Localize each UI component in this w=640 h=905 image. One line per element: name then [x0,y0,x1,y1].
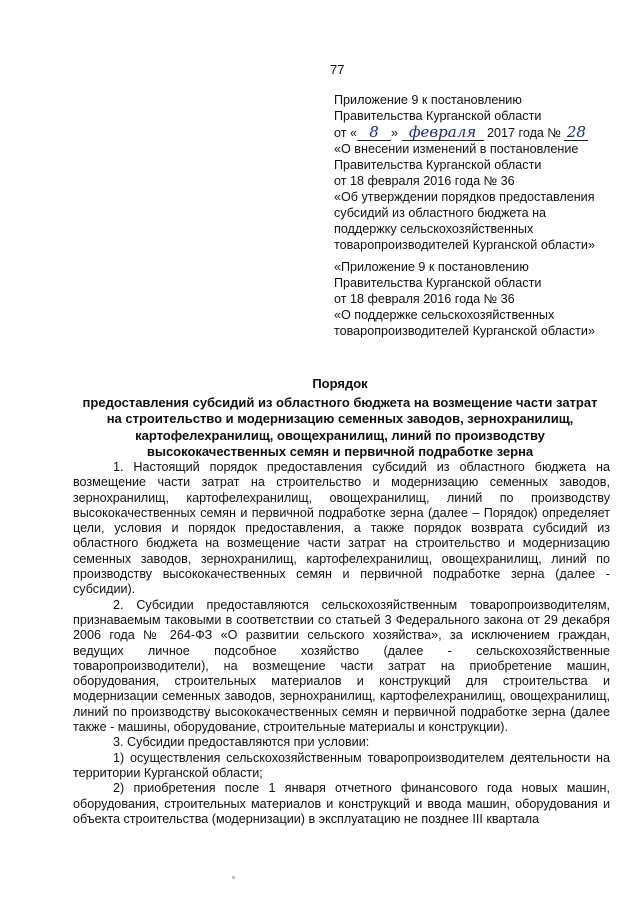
approval-line: товаропроизводителей Курганской области» [334,238,595,252]
approval-line: Правительства Курганской области [334,158,542,172]
approval-date-line [334,124,634,141]
paragraph: 2. Субсидии предоставляются сельскохозяйственным товаропроизводителям, признаваемым таковыми в соответствии со статьей 3 Федерального закона от 29 декабря 2006 года № 264-ФЗ «О развитии сельского хозяйства», за исключением граждан, ведущих личное подсобное хозяйство (далее - сельскохозяйственные товаропроизводители), на возмещение части затрат на приобретение машин, оборудования, строительных материалов и конструкций для строительства и модернизации семенных заводов, зернохранилищ, картофелехранилищ, овощехранилищ, линий по производству высококачественных семян и первичной подработке зерна (далее также - машины, оборудование, строительные материалы и конструкции). [73,597,610,735]
approval-line: товаропроизводителей Курганской области» [334,324,595,338]
date-suffix: 2017 года № [487,126,561,140]
approval-line: «О внесении изменений в постановление [334,142,579,156]
approval-line: поддержку сельскохозяйственных [334,222,534,236]
approval-line: «О поддержке сельскохозяйственных [334,308,555,322]
approval-block-amendment [334,92,634,253]
approval-line: «Приложение 9 к постановлению [334,260,529,274]
paragraph: 1. Настоящий порядок предоставления субсидий из областного бюджета на возмещение части затрат на строительство и модернизацию семенных заводов, зернохранилищ, картофелехранилищ, овощехранилищ, линий по производству высококачественных семян и первичной подработке зерна (далее – Порядок) определяет цели, условия и порядок предоставления, а также порядок возврата субсидий из областного бюджета на возмещение части затрат на строительство и модернизацию семенных заводов, зернохранилищ, картофелехранилищ, овощехранилищ, линий по производству высококачественных семян и первичной подработке зерна (далее - субсидии). [73,460,610,597]
approval-block-original [334,259,634,339]
handwritten-day: 8 [357,124,391,141]
title-line: предоставления субсидий из областного бюджета на возмещение части затрат [82,394,598,410]
paragraph: 2) приобретения после 1 января отчетного финансового года новых машин, оборудования, строительных материалов и конструкций и ввода машин, оборудования и объекта строительства (модернизации) в эксплуатацию не позднее III квартала [73,781,610,826]
approval-line: Приложение 9 к постановлению [334,93,522,107]
title-line: картофелехранилищ, овощехранилищ, линий по производству [135,427,545,443]
approval-line: от 18 февраля 2016 года № 36 [334,292,515,306]
document-body [73,460,610,827]
page-number: 77 [330,62,345,77]
document-title [40,376,640,461]
date-mid: » [391,126,399,140]
handwritten-number: 28 [564,124,588,141]
approval-line: «Об утверждении порядков предоставления [334,190,595,204]
date-prefix: от « [334,126,357,140]
handwritten-month: февраля [402,124,484,141]
approval-line: от 18 февраля 2016 года № 36 [334,174,515,188]
approval-line: субсидий из областного бюджета на [334,206,547,220]
title-main: Порядок [312,376,368,391]
scan-speck [232,876,235,879]
approval-line: Правительства Курганской области [334,109,542,123]
paragraph: 1) осуществления сельскохозяйственным товаропроизводителем деятельности на территории Курганской области; [73,750,610,780]
title-line: высококачественных семян и первичной подработке зерна [146,444,534,459]
title-line: на строительство и модернизацию семенных заводов, зернохранилищ, [106,411,574,426]
paragraph: 3. Субсидии предоставляются при условии: [113,735,370,750]
approval-line: Правительства Курганской области [334,276,542,290]
